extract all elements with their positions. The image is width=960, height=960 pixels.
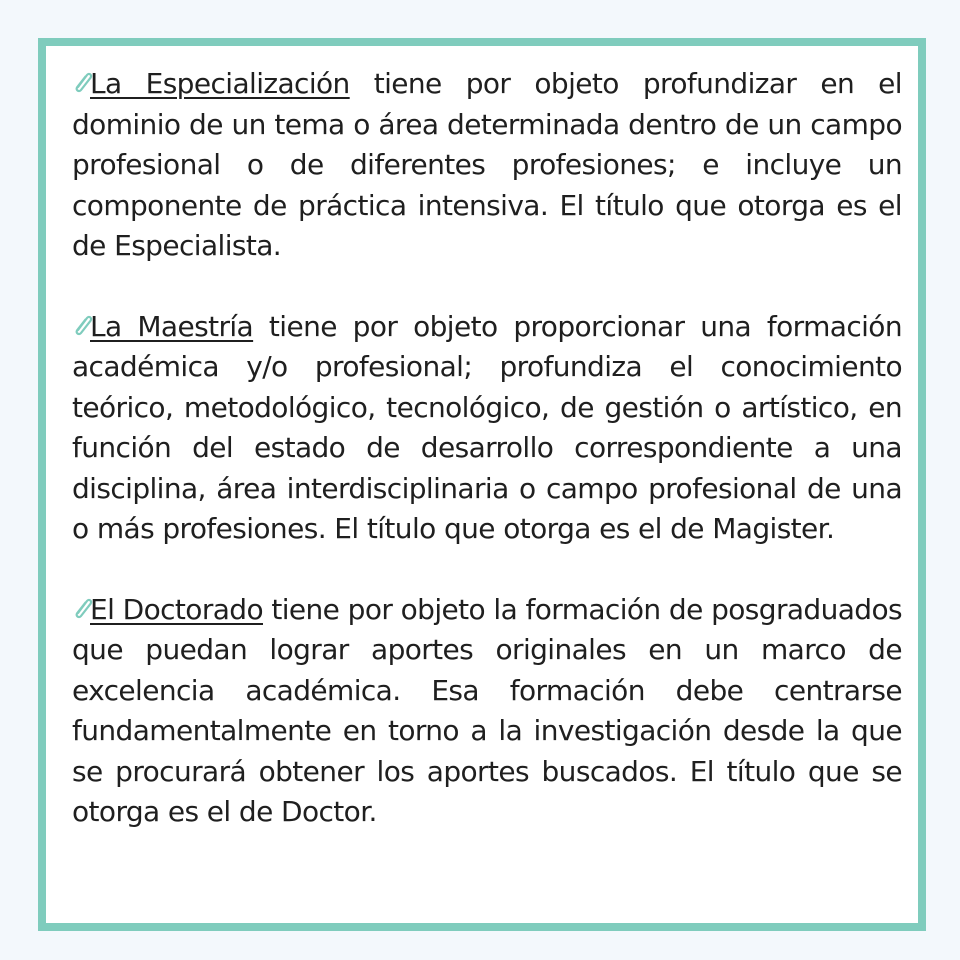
paragraph-text: tiene por objeto la formación de posgraduados que puedan lograr aportes originales en un marco de excelencia académica. Esa formación debe centrarse fundamentalmente en torno a la investigación desde la que se procurará obtener los aportes buscados. El título que se otorga es el de Doctor. <box>72 592 902 828</box>
paragraph-maestria <box>72 307 902 550</box>
paragraph-text: tiene por objeto proporcionar una formación académica y/o profesional; profundiza el conocimiento teórico, metodológico, tecnológico, de gestión o artístico, en función del estado de desarrollo correspondiente a una disciplina, área interdisciplinaria o campo profesional de una o más profesiones. El título que otorga es el de Magister. <box>72 309 902 545</box>
content-frame <box>38 38 926 931</box>
document-body <box>72 64 902 833</box>
paragraph-text: tiene por objeto profundizar en el dominio de un tema o área determinada dentro de un campo profesional o de diferentes profesiones; e incluye un componente de práctica intensiva. El título que otorga es el de Especialista. <box>72 67 902 262</box>
term-doctorado: El Doctorado <box>90 592 263 626</box>
term-especializacion: La Especialización <box>90 67 350 100</box>
term-maestria: La Maestría <box>90 309 254 343</box>
paragraph-doctorado <box>72 590 902 833</box>
paragraph-especializacion <box>72 64 902 267</box>
